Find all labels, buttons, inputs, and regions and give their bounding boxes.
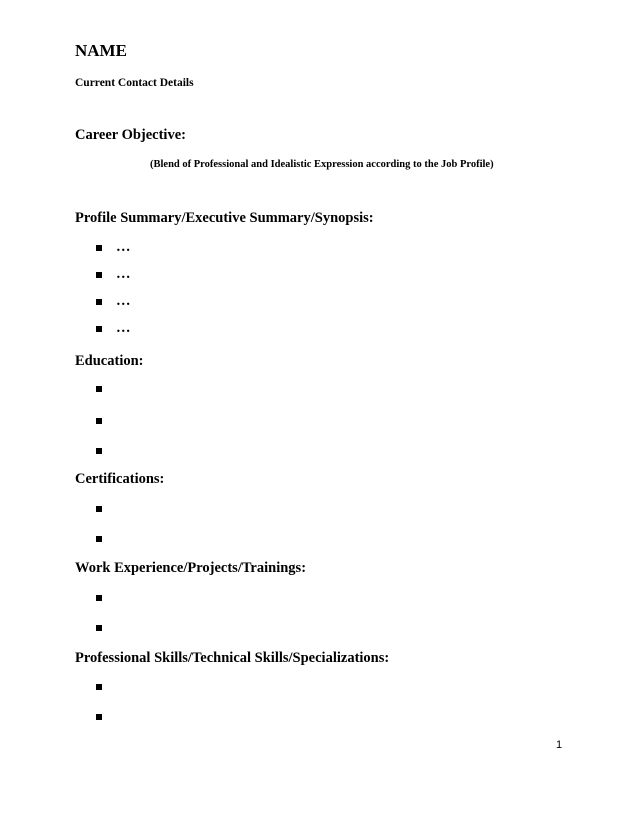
list-item [96,501,102,517]
list-item [96,239,131,256]
skills-heading: Professional Skills/Technical Skills/Specializations: [75,650,390,666]
list-item-text: … [116,293,131,309]
list-item [96,413,102,429]
list-item [96,443,102,459]
square-bullet-icon [96,272,102,278]
list-item [96,320,131,337]
square-bullet-icon [96,714,102,720]
square-bullet-icon [96,536,102,542]
education-heading: Education: [75,353,144,369]
list-item [96,381,102,397]
square-bullet-icon [96,299,102,305]
list-item-text: … [116,320,131,336]
square-bullet-icon [96,684,102,690]
list-item [96,679,102,695]
list-item-text: … [116,266,131,282]
list-item [96,266,131,283]
resume-name: NAME [75,41,127,60]
square-bullet-icon [96,506,102,512]
square-bullet-icon [96,245,102,251]
square-bullet-icon [96,625,102,631]
square-bullet-icon [96,418,102,424]
work-experience-heading: Work Experience/Projects/Trainings: [75,560,307,576]
page-number: 1 [556,739,563,751]
list-item [96,293,131,310]
square-bullet-icon [96,448,102,454]
list-item [96,531,102,547]
square-bullet-icon [96,326,102,332]
career-objective-note: (Blend of Professional and Idealistic Expression according to the Job Profile) [150,159,494,170]
certifications-heading: Certifications: [75,471,165,487]
square-bullet-icon [96,386,102,392]
list-item [96,620,102,636]
contact-details: Current Contact Details [75,77,194,89]
profile-summary-heading: Profile Summary/Executive Summary/Synopsis: [75,210,374,226]
square-bullet-icon [96,595,102,601]
list-item [96,590,102,606]
list-item-text: … [116,239,131,255]
career-objective-heading: Career Objective: [75,127,186,143]
list-item [96,709,102,725]
